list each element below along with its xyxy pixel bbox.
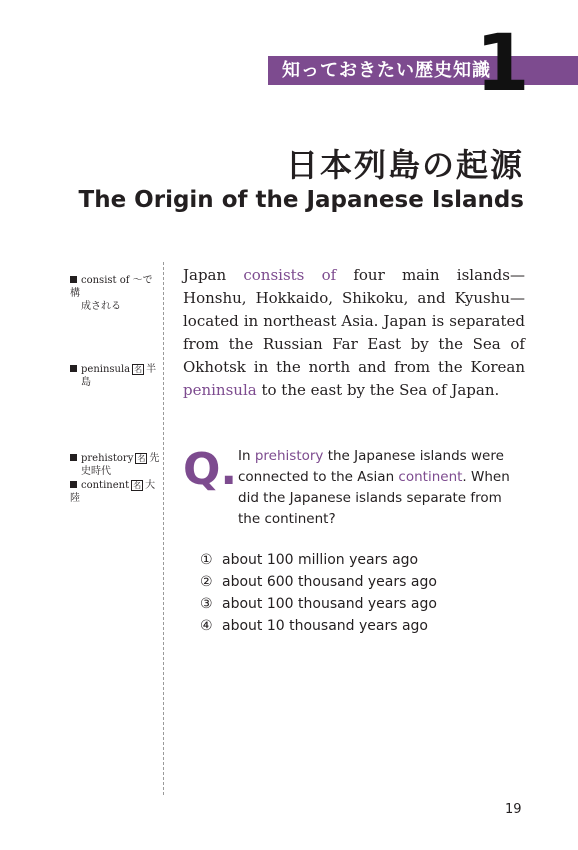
highlight-prehistory: prehistory — [254, 448, 324, 464]
page-number: 19 — [505, 802, 522, 817]
glossary-definition: 大陸 — [70, 480, 156, 504]
glossary-definition: ～で構 — [70, 275, 153, 299]
glossary-item-prehistory — [70, 452, 160, 478]
highlight-consists-of: consists of — [243, 266, 337, 284]
glossary-item-peninsula — [70, 363, 160, 389]
glossary-definition: 先 — [149, 453, 160, 464]
margin-divider — [163, 262, 164, 795]
option-text: about 10 thousand years ago — [222, 618, 429, 634]
option-number: ③ — [200, 596, 213, 612]
glossary-term: continent — [81, 480, 130, 491]
body-text-part: four main islands—Honshu, Hokkaido, Shikoku, and Kyushu—located in northeast Asia. Japan is separated from the Russian Far East by the Sea of Okhotsk in the north and from the Korean — [183, 266, 525, 376]
answer-option-3[interactable] — [200, 593, 520, 615]
option-text: about 100 thousand years ago — [222, 596, 437, 612]
glossary-definition-cont: 成される — [81, 301, 121, 312]
part-of-speech-badge: 名 — [133, 481, 142, 490]
option-text: about 100 million years ago — [222, 552, 419, 568]
glossary-item-continent — [70, 479, 160, 505]
option-number: ④ — [200, 618, 213, 634]
option-number: ① — [200, 552, 213, 568]
page-title-japanese: 日本列島の起源 — [285, 146, 524, 184]
glossary-term: peninsula — [81, 364, 131, 375]
answer-option-2[interactable] — [200, 571, 520, 593]
glossary-term: consist of — [81, 275, 130, 286]
page-title-english: The Origin of the Japanese Islands — [78, 187, 524, 213]
body-text-part: Japan — [183, 266, 244, 284]
bullet-square-icon — [70, 481, 77, 488]
body-paragraph — [183, 264, 525, 402]
option-number: ② — [200, 574, 213, 590]
glossary-term: prehistory — [81, 453, 134, 464]
chapter-header-label: 知っておきたい歴史知識 — [282, 60, 491, 81]
question-text-part: In — [238, 448, 255, 464]
question-text — [238, 446, 528, 530]
option-text: about 600 thousand years ago — [222, 574, 437, 590]
question-text-part: the Japanese islands were connected to the Asian — [238, 448, 504, 485]
answer-options — [200, 549, 520, 637]
glossary-definition: 半 — [146, 364, 157, 375]
chapter-number: 1 — [475, 19, 530, 109]
answer-option-4[interactable] — [200, 615, 520, 637]
question-text-part: . When did the Japanese islands separate from the continent? — [238, 469, 510, 527]
part-of-speech-badge: 名 — [134, 365, 143, 374]
glossary-item-consist-of — [70, 274, 160, 313]
highlight-peninsula: peninsula — [183, 381, 257, 399]
glossary-definition-cont: 史時代 — [81, 466, 111, 477]
glossary-definition-cont: 島 — [81, 377, 91, 388]
bullet-square-icon — [70, 454, 77, 461]
body-text-part: to the east by the Sea of Japan. — [256, 381, 500, 399]
bullet-square-icon — [70, 276, 77, 283]
highlight-continent: continent — [398, 469, 463, 485]
answer-option-1[interactable] — [200, 549, 520, 571]
question-marker: Q. — [183, 444, 238, 495]
bullet-square-icon — [70, 365, 77, 372]
part-of-speech-badge: 名 — [137, 454, 146, 463]
